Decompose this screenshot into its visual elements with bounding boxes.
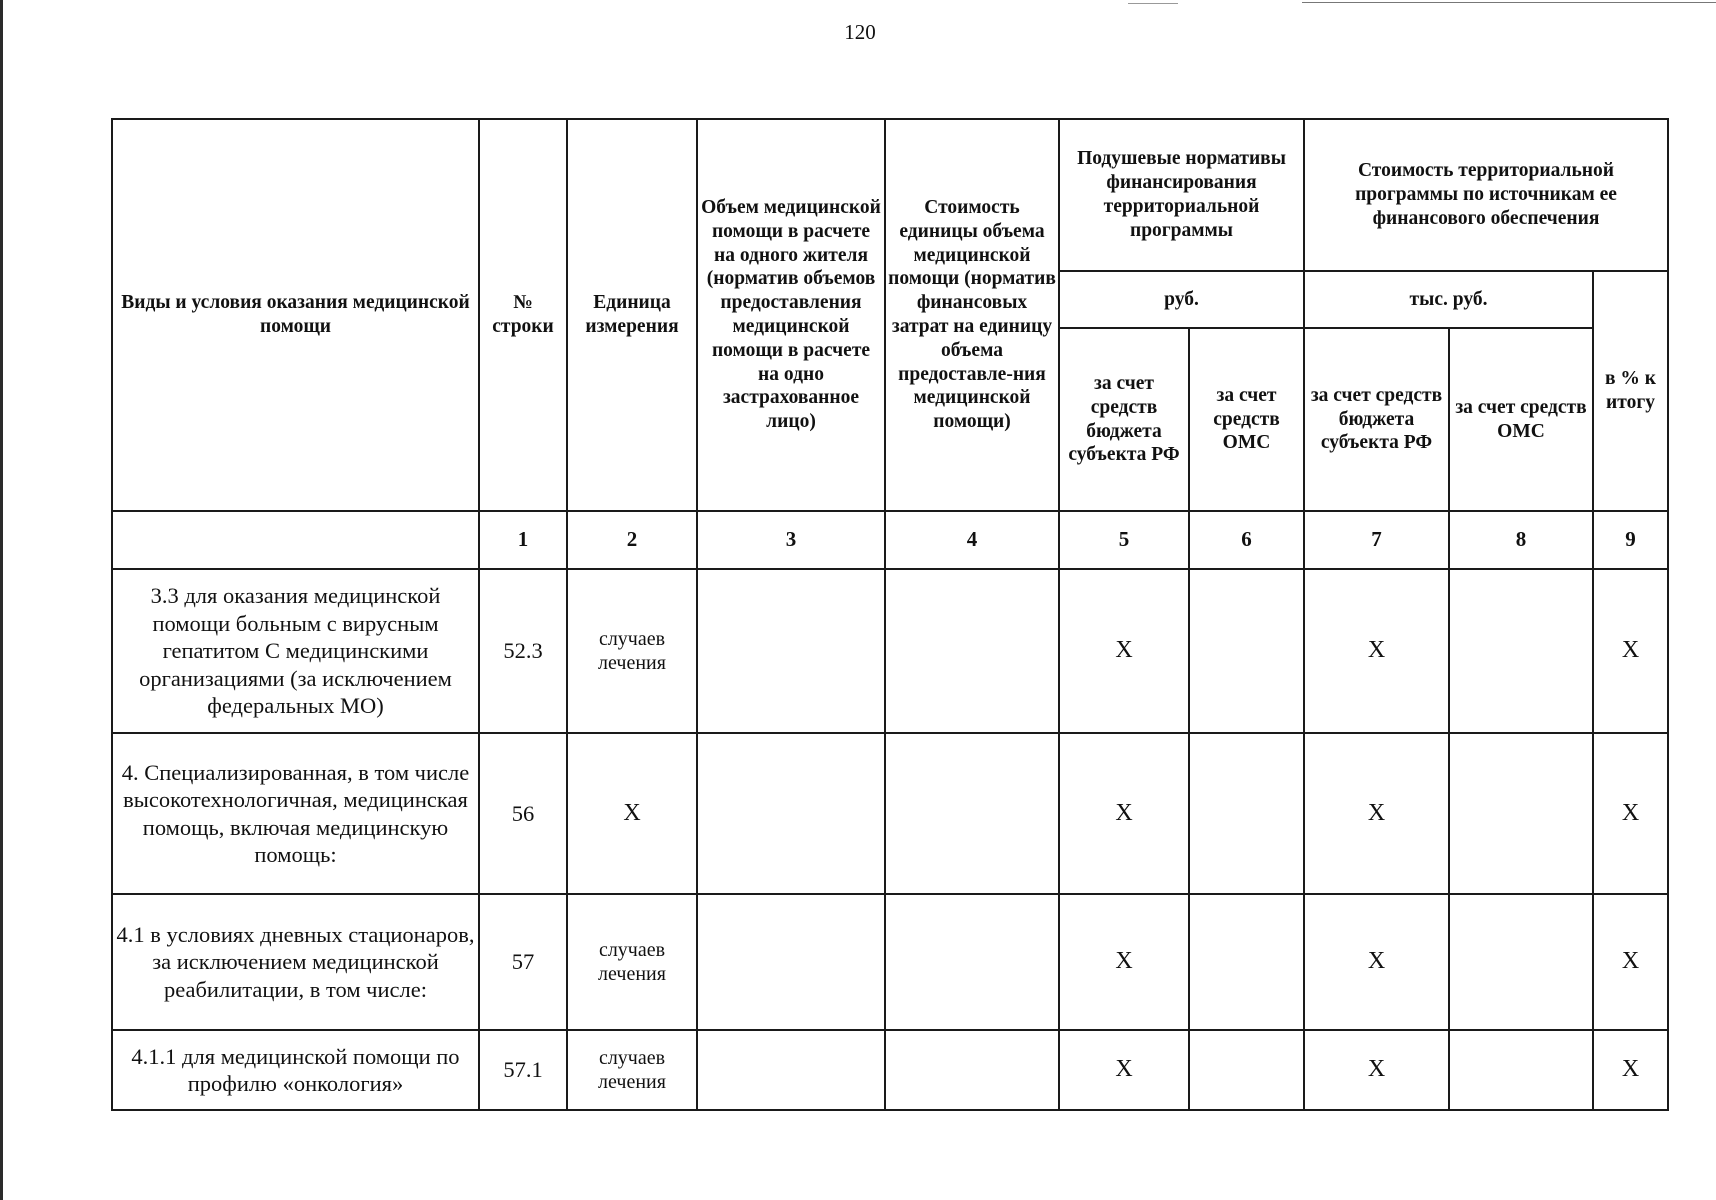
row-volume: [697, 733, 885, 894]
row-number: 57.1: [479, 1030, 567, 1110]
row-oms-thousand-rub: [1449, 1030, 1593, 1110]
row-budget-thousand-rub: X: [1304, 1030, 1449, 1110]
row-oms-thousand-rub: [1449, 894, 1593, 1030]
header-oms-rub: за счет средств ОМС: [1189, 328, 1304, 511]
column-number: 8: [1449, 511, 1593, 569]
header-budget-rub: за счет средств бюджета субъекта РФ: [1059, 328, 1189, 511]
header-program-cost: Стоимость территориальной программы по источникам ее финансового обеспечения: [1304, 119, 1668, 271]
row-name: 4.1.1 для медицинской помощи по профилю «онкология»: [112, 1030, 479, 1110]
row-percent: X: [1593, 1030, 1668, 1110]
row-percent: X: [1593, 733, 1668, 894]
column-number: 5: [1059, 511, 1189, 569]
row-oms-thousand-rub: [1449, 733, 1593, 894]
row-percent: X: [1593, 894, 1668, 1030]
header-type-of-care: Виды и условия оказания медицинской помощи: [112, 119, 479, 511]
header-unit-cost: Стоимость единицы объема медицинской помощи (норматив финансовых затрат на единицу объема предоставле-ния медицинской помощи): [885, 119, 1059, 511]
row-unit: случаев лечения: [567, 1030, 697, 1110]
header-budget-thousand-rub: за счет средств бюджета субъекта РФ: [1304, 328, 1449, 511]
row-budget-thousand-rub: X: [1304, 733, 1449, 894]
row-unit-cost: [885, 894, 1059, 1030]
row-unit: случаев лечения: [567, 569, 697, 733]
row-oms-rub: [1189, 894, 1304, 1030]
row-volume: [697, 569, 885, 733]
row-percent: X: [1593, 569, 1668, 733]
column-number: 4: [885, 511, 1059, 569]
row-unit-cost: [885, 733, 1059, 894]
header-unit-rub: руб.: [1059, 271, 1304, 328]
row-volume: [697, 1030, 885, 1110]
column-number: 9: [1593, 511, 1668, 569]
row-budget-rub: X: [1059, 894, 1189, 1030]
column-number: 2: [567, 511, 697, 569]
header-oms-thousand-rub: за счет средств ОМС: [1449, 328, 1593, 511]
table-row: [112, 733, 1668, 894]
row-budget-rub: X: [1059, 1030, 1189, 1110]
table-row: [112, 1030, 1668, 1110]
row-name: 4. Специализированная, в том числе высокотехнологичная, медицинская помощь, включая медицинскую помощь:: [112, 733, 479, 894]
column-number-row: [112, 511, 1668, 569]
header-percent-of-total: в % к итогу: [1593, 271, 1668, 511]
row-name: 3.3 для оказания медицинской помощи больным с вирусным гепатитом С медицинскими организациями (за исключением федеральных МО): [112, 569, 479, 733]
row-budget-thousand-rub: X: [1304, 569, 1449, 733]
row-oms-thousand-rub: [1449, 569, 1593, 733]
header-per-capita-standards: Подушевые нормативы финансирования территориальной программы: [1059, 119, 1304, 271]
scan-left-edge: [0, 0, 3, 1200]
column-number: [112, 511, 479, 569]
page-number: 120: [844, 20, 876, 44]
scan-top-dash: [1128, 3, 1178, 4]
column-number: 1: [479, 511, 567, 569]
row-unit: случаев лечения: [567, 894, 697, 1030]
row-name: 4.1 в условиях дневных стационаров, за исключением медицинской реабилитации, в том числе:: [112, 894, 479, 1030]
row-number: 57: [479, 894, 567, 1030]
row-oms-rub: [1189, 569, 1304, 733]
row-number: 52.3: [479, 569, 567, 733]
column-number: 7: [1304, 511, 1449, 569]
header-volume-per-resident: Объем медицинской помощи в расчете на одного жителя (норматив объемов предоставления медицинской помощи в расчете на одно застрахованное лицо): [697, 119, 885, 511]
column-number: 3: [697, 511, 885, 569]
row-budget-thousand-rub: X: [1304, 894, 1449, 1030]
financing-table: [111, 118, 1669, 1111]
column-number: 6: [1189, 511, 1304, 569]
row-number: 56: [479, 733, 567, 894]
row-unit-cost: [885, 569, 1059, 733]
row-budget-rub: X: [1059, 569, 1189, 733]
row-budget-rub: X: [1059, 733, 1189, 894]
row-oms-rub: [1189, 1030, 1304, 1110]
table-row: [112, 569, 1668, 733]
header-row-number: № строки: [479, 119, 567, 511]
row-unit: X: [567, 733, 697, 894]
row-oms-rub: [1189, 733, 1304, 894]
table-row: [112, 894, 1668, 1030]
header-unit-thousand-rub: тыс. руб.: [1304, 271, 1593, 328]
header-unit: Единица измерения: [567, 119, 697, 511]
scan-top-rule: [1302, 2, 1716, 3]
row-volume: [697, 894, 885, 1030]
row-unit-cost: [885, 1030, 1059, 1110]
